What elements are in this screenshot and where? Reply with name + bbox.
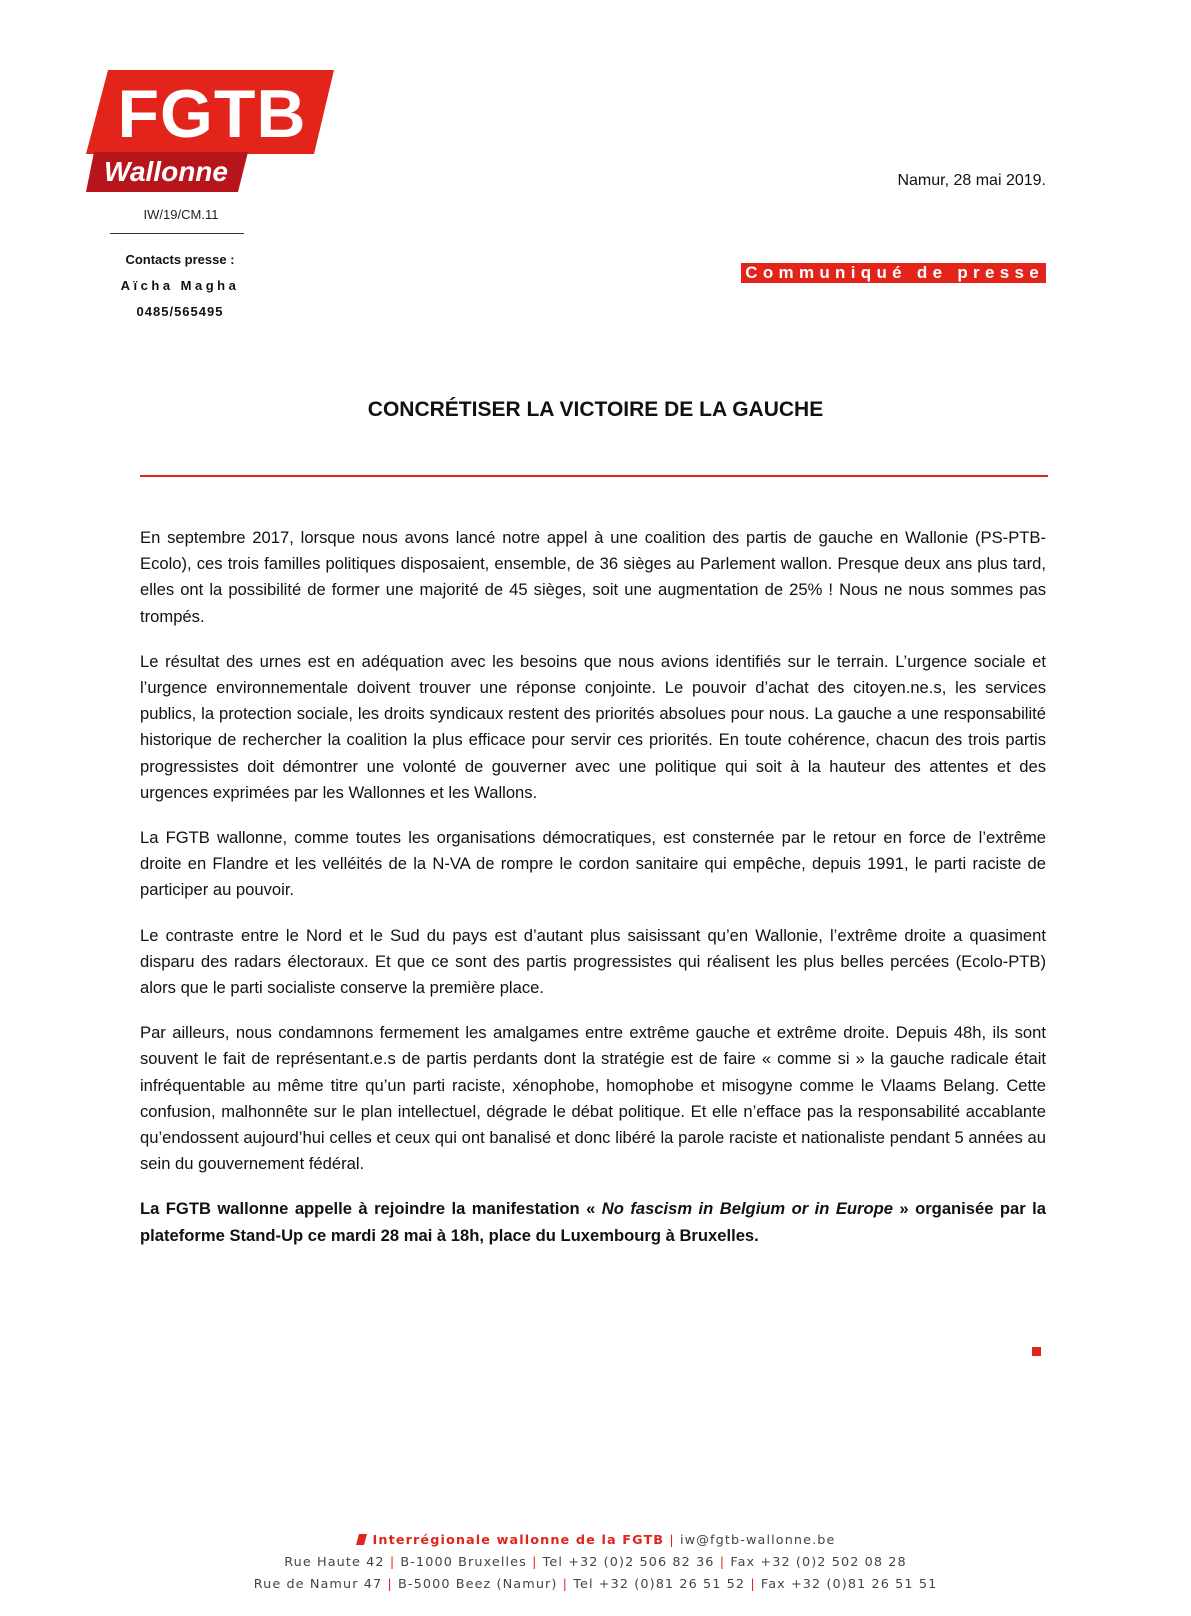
press-release-badge: Communiqué de presse [741,263,1046,283]
reference-number: IW/19/CM.11 [143,207,219,222]
footer [0,1530,1191,1596]
contacts-label: Contacts presse : [125,252,235,267]
paragraph: Par ailleurs, nous condamnons fermement les amalgames entre extrême gauche et extrême droite. Depuis 48h, ils sont souvent le fait de représentant.e.s de partis perdants dont la stratégie est de faire « comme si » la gauche radicale était infréquentable au même titre qu’un parti raciste, xénophobe, homophobe et misogyne comme le Vlaams Belang. Cette confusion, malhonnête sur le plan intellectuel, dégrade le débat politique. Et elle n’efface pas la responsabilité accablante qu’endossent aujourd’hui celles et ceux qui ont banalisé et donc libéré la parole raciste et nationaliste pendant 5 années au sein du gouvernement fédéral. [140,1023,1046,1174]
footer-email[interactable]: iw@fgtb-wallonne.be [679,1533,836,1548]
closing-before: La FGTB wallonne appelle à rejoindre la manifestation « [140,1199,602,1219]
press-contacts [100,247,260,325]
footer-org: Interrégionale wallonne de la FGTB [372,1533,665,1548]
footer-line-2: Rue Haute 42 | B-1000 Bruxelles | Tel +32 (0)2 506 82 36 | Fax +32 (0)2 502 08 28 [284,1555,907,1570]
logo-sub-text: Wallonne [104,156,228,187]
footer-phone: Tel +32 (0)2 506 82 36 [542,1555,715,1570]
document-body [140,525,1046,1268]
title-divider [140,475,1048,477]
document-title: CONCRÉTISER LA VICTOIRE DE LA GAUCHE [367,398,824,421]
press-release-badge-wrap [741,263,1046,283]
footer-line-1: Interrégionale wallonne de la FGTB | iw@fgtb-wallonne.be [0,1530,1191,1552]
flag-icon [356,1534,367,1545]
paragraph: Le résultat des urnes est en adéquation avec les besoins que nous avions identifiés sur le terrain. L’urgence sociale et l’urgence environnementale doivent trouver une réponse conjointe. Le pouvoir d’achat des citoyen.ne.s, les services publics, la protection sociale, les droits syndicaux restent des priorités absolues pour nous. La gauche a une responsabilité historique de rechercher la coalition la plus efficace pour servir ces priorités. En toute cohérence, chacun des trois partis progressistes doit démontrer une volonté de gouverner avec une politique qui soit à la hauteur des attentes et des urgences exprimées par les Wallonnes et les Wallons. [140,651,1046,802]
paragraph: Le contraste entre le Nord et le Sud du pays est d’autant plus saisissant qu’en Wallonie, l’extrême droite a quasiment disparu des radars électoraux. Et que ce sont des partis progressistes qui réalisent les plus belles percées (Ecolo-PTB) alors que le parti socialiste conserve la première place. [140,925,1046,998]
document-date: Namur, 28 mai 2019. [897,172,1046,189]
footer-city: B-1000 Bruxelles [400,1555,527,1570]
footer-line-3: Rue de Namur 47 | B-5000 Beez (Namur) | Tel +32 (0)81 26 51 52 | Fax +32 (0)81 26 51 51 [253,1577,938,1592]
footer-fax: Fax +32 (0)2 502 08 28 [730,1555,907,1570]
fgtb-wallonne-logo [86,70,334,192]
paragraph: La FGTB wallonne, comme toutes les organisations démocratiques, est consternée par le retour en force de l’extrême droite en Flandre et les velléités de la N-VA de rompre le cordon sanitaire qui empêche, depuis 1991, le parti raciste de participer au pouvoir. [140,828,1046,900]
end-mark-icon [1032,1347,1041,1356]
footer-phone: Tel +32 (0)81 26 51 52 [573,1577,746,1592]
contact-phone: 0485/565495 [136,304,224,319]
footer-address: Rue Haute 42 [284,1555,385,1570]
footer-fax: Fax +32 (0)81 26 51 51 [760,1577,938,1592]
footer-address: Rue de Namur 47 [253,1577,383,1592]
reference-divider [110,233,244,234]
contact-name: Aïcha Magha [120,278,240,293]
closing-call [140,1196,1046,1248]
paragraph: En septembre 2017, lorsque nous avons lancé notre appel à une coalition des partis de gauche en Wallonie (PS-PTB-Ecolo), ces trois familles politiques disposaient, ensemble, de 36 sièges au Parlement wallon. Presque deux ans plus tard, elles ont la possibilité de former une majorité de 45 sièges, soit une augmentation de 25% ! Nous ne nous sommes pas trompés. [140,528,1046,626]
logo-main-text: FGTB [117,76,307,152]
footer-city: B-5000 Beez (Namur) [398,1577,558,1592]
closing-slogan: No fascism in Belgium or in Europe [601,1199,893,1219]
closing-after: » organisée par la plateforme Stand-Up ce mardi 28 mai à 18h, place du Luxembourg à Bruxelles. [140,1199,1047,1245]
